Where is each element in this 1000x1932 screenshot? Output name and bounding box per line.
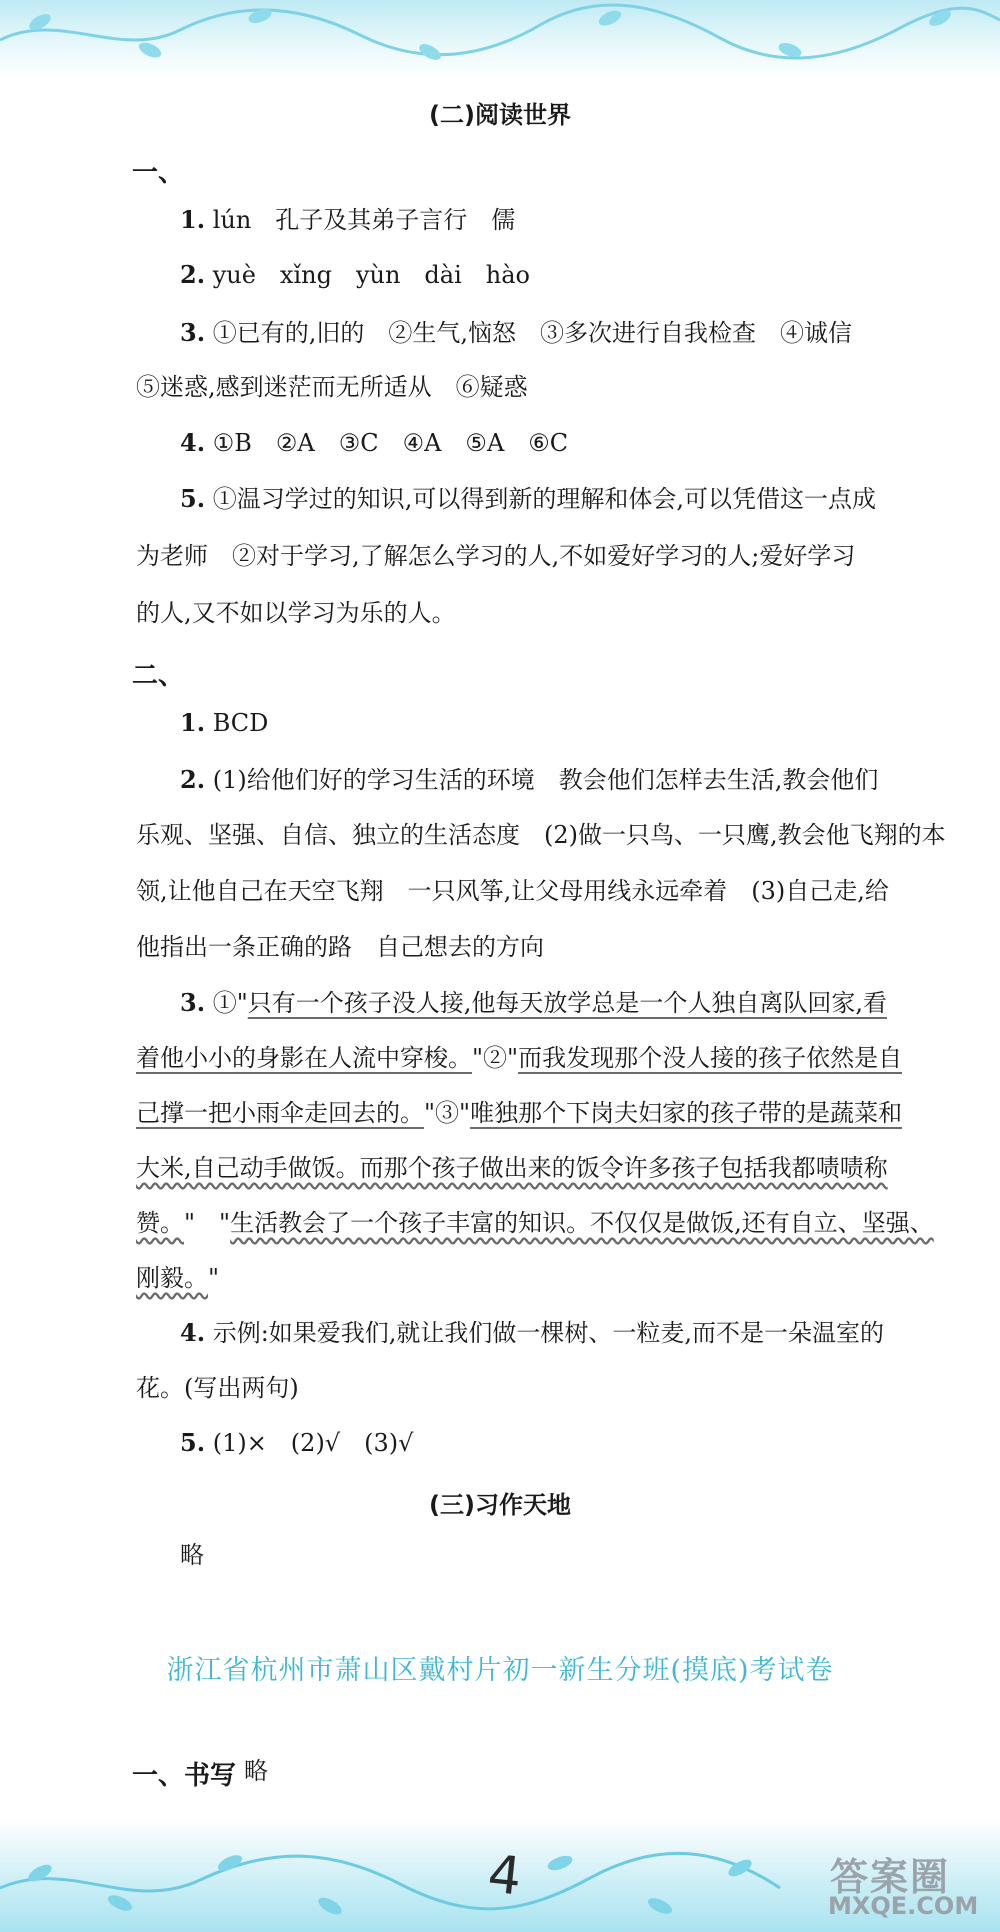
watermark-logo [820,1846,990,1926]
quote-mark: " [208,1264,220,1292]
answer-2-3-line2 [136,1043,902,1073]
answer-2-3-line3 [136,1098,902,1128]
question-number: 4. [180,428,206,457]
question-number: 4. [180,1318,206,1347]
quoted-sentence: 赞。 [136,1209,184,1237]
answer-2-3-line1 [180,988,887,1018]
answer-2-4-cont: 花。(写出两句) [136,1374,299,1402]
answer-text: ①B ②A ③C ④A ⑤A ⑥C [212,429,569,457]
answer-text: lún 孔子及其弟子言行 儒 [212,206,516,234]
part2-heading: 二、 [132,661,185,691]
quoted-sentence: 着他小小的身影在人流中穿梭。 [136,1044,472,1072]
answer-2-3-line4 [136,1153,888,1183]
answer-2-2 [180,765,878,795]
question-number: 3. [180,318,206,347]
quoted-sentence: 生活教会了一个孩子丰富的知识。不仅仅是做饭,还有自立、坚强、 [230,1209,934,1237]
answer-2-4 [180,1318,884,1348]
reading-section-title: (二)阅读世界 [429,101,571,129]
answer-1-4 [180,428,568,458]
quote-mark: "②" [472,1044,519,1072]
quoted-sentence: 而我发现那个没人接的孩子依然是自 [518,1044,903,1072]
quoted-sentence: 己撑一把小雨伞走回去的。 [136,1099,424,1127]
exam-section1-heading: 一、书写 [132,1761,237,1791]
question-number: 3. [180,988,206,1017]
watermark-url: MXQE.COM [828,1892,979,1920]
exam-section1-answer: 略 [244,1757,268,1785]
exam-header: 浙江省杭州市萧山区戴村片初一新生分班(摸底)考试卷 [166,1655,834,1686]
answer-text: (1)× (2)√ (3)√ [212,1429,414,1457]
quote-mark: "③" [424,1099,471,1127]
writing-answer: 略 [180,1541,204,1569]
part1-heading: 一、 [132,158,185,188]
answer-1-1 [180,205,515,235]
question-number: 5. [180,1428,206,1457]
quote-mark: " " [184,1209,231,1237]
question-number: 1. [180,708,206,737]
answer-1-2 [180,260,530,290]
answer-2-3-line5 [136,1208,934,1238]
answer-2-3-line6 [136,1263,219,1293]
quoted-sentence: 刚毅。 [136,1264,208,1292]
answer-1-5-cont1: 为老师 ②对于学习,了解怎么学习的人,不如爱好学习的人;爱好学习 [136,542,856,570]
question-number: 2. [180,260,206,289]
answer-1-3 [180,318,852,348]
quote-mark: ①" [212,989,248,1017]
answer-text: yuè xǐng yùn dài hào [212,261,530,289]
answer-1-5 [180,484,876,514]
answer-text: (1)给他们好的学习生活的环境 教会他们怎样去生活,教会他们 [212,766,879,794]
answer-2-1 [180,708,268,738]
answer-2-2-cont1: 乐观、坚强、自信、独立的生活态度 (2)做一只鸟、一只鹰,教会他飞翔的本 [136,821,946,849]
answer-1-3-cont: ⑤迷惑,感到迷茫而无所适从 ⑥疑惑 [136,373,528,401]
watermark-brand: 答案圈 [830,1855,951,1899]
writing-section-title: (三)习作天地 [429,1491,571,1519]
quoted-sentence: 只有一个孩子没人接,他每天放学总是一个人独自离队回家,看 [247,989,888,1017]
question-number: 5. [180,484,206,513]
page-number: 4 [484,1844,525,1908]
answer-2-2-cont2: 领,让他自己在天空飞翔 一只风筝,让父母用线永远牵着 (3)自己走,给 [136,877,889,905]
top-decorative-border [0,0,1000,82]
question-number: 1. [180,205,206,234]
answer-text: 示例:如果爱我们,就让我们做一棵树、一粒麦,而不是一朵温室的 [212,1319,885,1347]
question-number: 2. [180,765,206,794]
quoted-sentence: 唯独那个下岗夫妇家的孩子带的是蔬菜和 [470,1099,903,1127]
answer-1-5-cont2: 的人,又不如以学习为乐的人。 [136,599,456,627]
answer-text: ①已有的,旧的 ②生气,恼怒 ③多次进行自我检查 ④诚信 [212,319,852,347]
answer-text: ①温习学过的知识,可以得到新的理解和体会,可以凭借这一点成 [212,485,876,513]
answer-2-5 [180,1428,413,1458]
quoted-sentence: 大米,自己动手做饭。而那个孩子做出来的饭令许多孩子包括我都啧啧称 [136,1154,888,1182]
vine-pattern-top [0,0,1000,82]
answer-text: BCD [212,709,269,737]
answer-2-2-cont3: 他指出一条正确的路 自己想去的方向 [136,933,544,961]
